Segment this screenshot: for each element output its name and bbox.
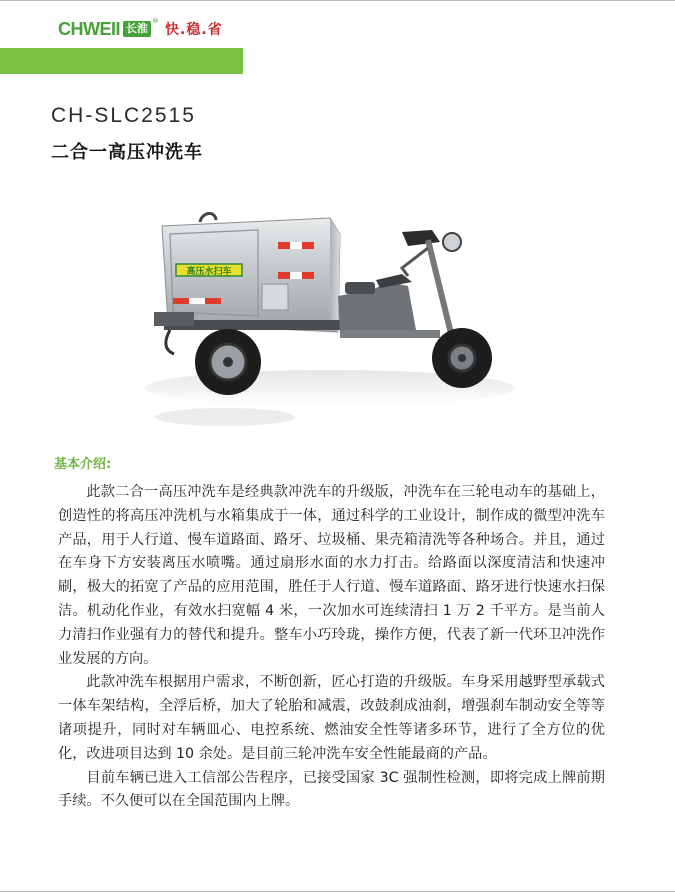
logo-chinese: 长淮 [123, 21, 151, 37]
chassis [340, 330, 440, 338]
paragraph-3: 目前车辆已进入工信部公告程序，已接受国家 3C 强制性检测，即将完成上牌前期手续。不久便可以在全国范围内上牌。 [58, 769, 605, 810]
handlebar [402, 248, 428, 276]
logo-latin: CHWEII [58, 18, 120, 39]
paragraph-2: 此款冲洗车根据用户需求，不断创新，匠心打造的升级版。车身采用越野型承载式一体车架结构，全浮后桥，加大了轮胎和减震，改鼓刹成油刹，增强刹车制动安全等等诸项提升，同时对车辆皿心、电控系统、燃油安全性等诸多环节，进行了全方位的优化，改进项目达到 10 余处。是目前三轮冲洗车安全性能最商的产品。 [58, 674, 605, 762]
intro-body [58, 481, 605, 814]
tricycle-washer-image [140, 212, 520, 442]
label-plate [262, 284, 288, 310]
front-cowl [402, 230, 440, 246]
hose-top [200, 213, 216, 222]
top-border [0, 0, 675, 1]
brand-logo [58, 17, 223, 41]
warning-stripes-left [173, 298, 221, 304]
logo-slogan: 快.稳.省 [165, 22, 223, 38]
reflection [155, 408, 295, 426]
seat [345, 282, 375, 294]
headlight [443, 233, 461, 251]
header-green-bar [0, 48, 243, 74]
model-number: CH-SLC2515 [51, 104, 196, 127]
product-name: 二合一高压冲洗车 [51, 142, 203, 163]
hose-low [166, 330, 174, 354]
section-title: 基本介绍: [54, 457, 112, 472]
vehicle-sign-text: 高压水扫车 [186, 267, 232, 277]
registered-mark: ® [152, 17, 159, 25]
paragraph-1: 此款二合一高压冲洗车是经典款冲洗车的升级版，冲洗车在三轮电动车的基础上，创造性的将高压冲洗机与水箱集成于一体，通过科学的工业设计，制作成的微型冲洗车产品，用于人行道、慢车道路面、路牙、垃圾桶、果壳箱清洗等各种场合。并且，通过在车身下方安装离压水喷嘴。通过扇形水面的水力打击。给路面以深度清洁和快速冲刷，极大的拓宽了产品的应用范围，胜任于人行道、慢车道路面、路牙进行快速水扫保洁。机动化作业，有效水扫宽幅 4 米，一次加水可连续清扫 1 万 2 千平方。是当前人力清扫作业强有力的替代和提升。整车小巧玲珑，操作方便，代表了新一代环卫冲洗作业发展的方向。 [58, 484, 605, 667]
pump-unit [154, 312, 194, 326]
